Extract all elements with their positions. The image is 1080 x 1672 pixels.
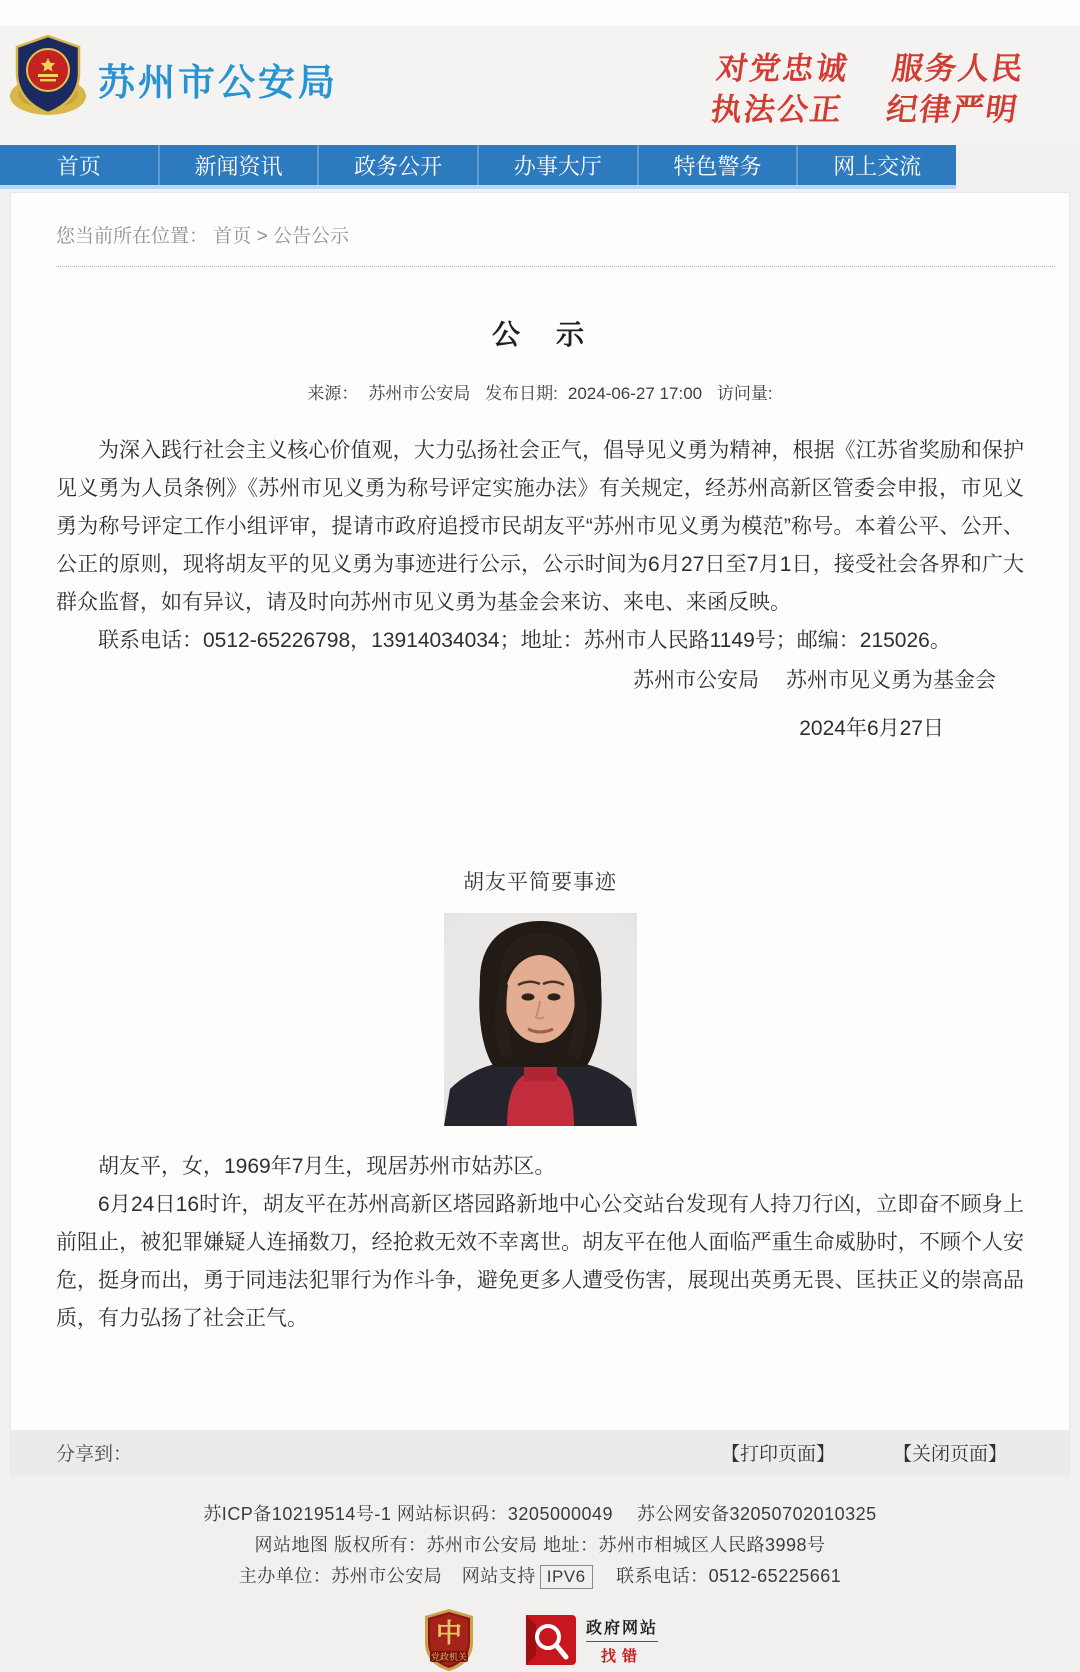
site-header xyxy=(0,26,1080,145)
breadcrumb-prefix: 您当前所在位置： xyxy=(56,226,209,247)
meta-source-label: 来源： xyxy=(307,384,359,403)
print-page-button[interactable]: 【打印页面】 xyxy=(720,1443,835,1465)
nav-item-gov-affairs[interactable]: 政务公开 xyxy=(319,145,479,185)
footer-badges xyxy=(0,1608,1080,1672)
bio-paragraph-1: 胡友平，女，1969年7月生，现居苏州市姑苏区。 xyxy=(98,1155,556,1178)
nav-item-home[interactable]: 首页 xyxy=(0,145,160,185)
signature-date: 2024年6月27日 xyxy=(799,717,944,740)
spacer xyxy=(56,748,1024,866)
footer-icp-line: 苏ICP备10219514号-1 网站标识码：3205000049 苏公网安备32050702010325 xyxy=(203,1504,877,1524)
share-bar xyxy=(11,1430,1069,1474)
gov-site-error-label xyxy=(586,1615,658,1666)
footer-host-line xyxy=(0,1561,1080,1592)
content-panel xyxy=(10,192,1070,1475)
profile-photo xyxy=(444,913,637,1126)
svg-text:中: 中 xyxy=(435,1618,462,1648)
breadcrumb-current-link[interactable]: 公告公示 xyxy=(272,226,349,247)
bio-paragraph-2: 6月24日16时许，胡友平在苏州高新区塔园路新地中心公交站台发现有人持刀行凶，立即奋不顾身上前阻止，被犯罪嫌疑人连捅数刀，经抢救无效不幸离世。胡友平在他人面临严重生命威胁时，不顾个人安危，挺身而出，勇于同违法犯罪行为作斗争，避免更多人遭受伤害，展现出英勇无畏、匡扶正义的崇高品质，有力弘扬了社会正气。 xyxy=(56,1193,1024,1330)
slogan-line-2: 执法公正 纪律严明 xyxy=(709,92,1022,127)
nav-item-police-features[interactable]: 特色警务 xyxy=(639,145,799,185)
header-slogan xyxy=(709,48,1028,130)
gov-site-error-badge[interactable] xyxy=(522,1613,658,1667)
article-body xyxy=(11,432,1069,1338)
breadcrumb-home-link[interactable]: 首页 xyxy=(213,226,252,247)
ipv6-badge: IPV6 xyxy=(540,1565,593,1589)
badge-title: 政府网站 xyxy=(586,1615,658,1642)
magnifier-icon xyxy=(522,1613,576,1667)
slogan-line-1: 对党忠诚 服务人民 xyxy=(714,51,1028,86)
party-gov-badge[interactable] xyxy=(422,1608,476,1672)
breadcrumb-divider xyxy=(56,266,1055,267)
party-gov-shield-icon xyxy=(422,1608,476,1672)
contact-paragraph: 联系电话：0512-65226798，13914034034；地址：苏州市人民路1149号；邮编：215026。 xyxy=(98,629,951,652)
announcement-paragraph: 为深入践行社会主义核心价值观，大力弘扬社会正气，倡导见义勇为精神，根据《江苏省奖励和保护见义勇为人员条例》《苏州市见义勇为称号评定实施办法》有关规定，经苏州高新区管委会申报，市见义勇为称号评定工作小组评审，提请市政府追授市民胡友平“苏州市见义勇为模范”称号。本着公平、公开、公正的原则，现将胡友平的见义勇为事迹进行公示，公示时间为6月27日至7月1日，接受社会各界和广大群众监督，如有异议，请及时向苏州市见义勇为基金会来访、来电、来函反映。 xyxy=(56,439,1024,614)
share-label: 分享到： xyxy=(56,1443,133,1465)
close-page-button[interactable]: 【关闭页面】 xyxy=(892,1443,1007,1465)
footer-host-unit: 主办单位：苏州市公安局 xyxy=(238,1566,443,1586)
meta-date-value: 2024-06-27 17:00 xyxy=(567,384,703,403)
site-title: 苏州市公安局 xyxy=(98,62,338,103)
nav-item-service-hall[interactable]: 办事大厅 xyxy=(479,145,639,185)
main-nav xyxy=(0,145,956,189)
breadcrumb-separator: > xyxy=(256,226,268,247)
meta-date-label: 发布日期: xyxy=(485,384,558,403)
top-strip xyxy=(0,0,1080,26)
police-badge-logo-icon xyxy=(6,32,90,118)
footer-phone: 联系电话：0512-65225661 xyxy=(616,1566,842,1586)
badge-subtitle: 找错 xyxy=(600,1647,643,1665)
meta-source-value: 苏州市公安局 xyxy=(368,384,471,403)
signature-line: 苏州市公安局 苏州市见义勇为基金会 xyxy=(633,669,996,692)
breadcrumb xyxy=(11,193,1069,266)
footer-ipv6-label: 网站支持 xyxy=(461,1566,536,1586)
article-title: 公 示 xyxy=(491,319,588,350)
article-meta xyxy=(11,379,1069,404)
meta-views-label: 访问量: xyxy=(716,384,773,403)
footer-copyright-line: 网站地图 版权所有：苏州市公安局 地址：苏州市相城区人民路3998号 xyxy=(254,1535,826,1555)
profile-heading: 胡友平简要事迹 xyxy=(463,871,617,894)
svg-text:党政机关: 党政机关 xyxy=(430,1652,467,1662)
nav-item-online-exchange[interactable]: 网上交流 xyxy=(833,153,922,179)
site-footer xyxy=(0,1475,1080,1672)
nav-item-news[interactable]: 新闻资讯 xyxy=(160,145,320,185)
